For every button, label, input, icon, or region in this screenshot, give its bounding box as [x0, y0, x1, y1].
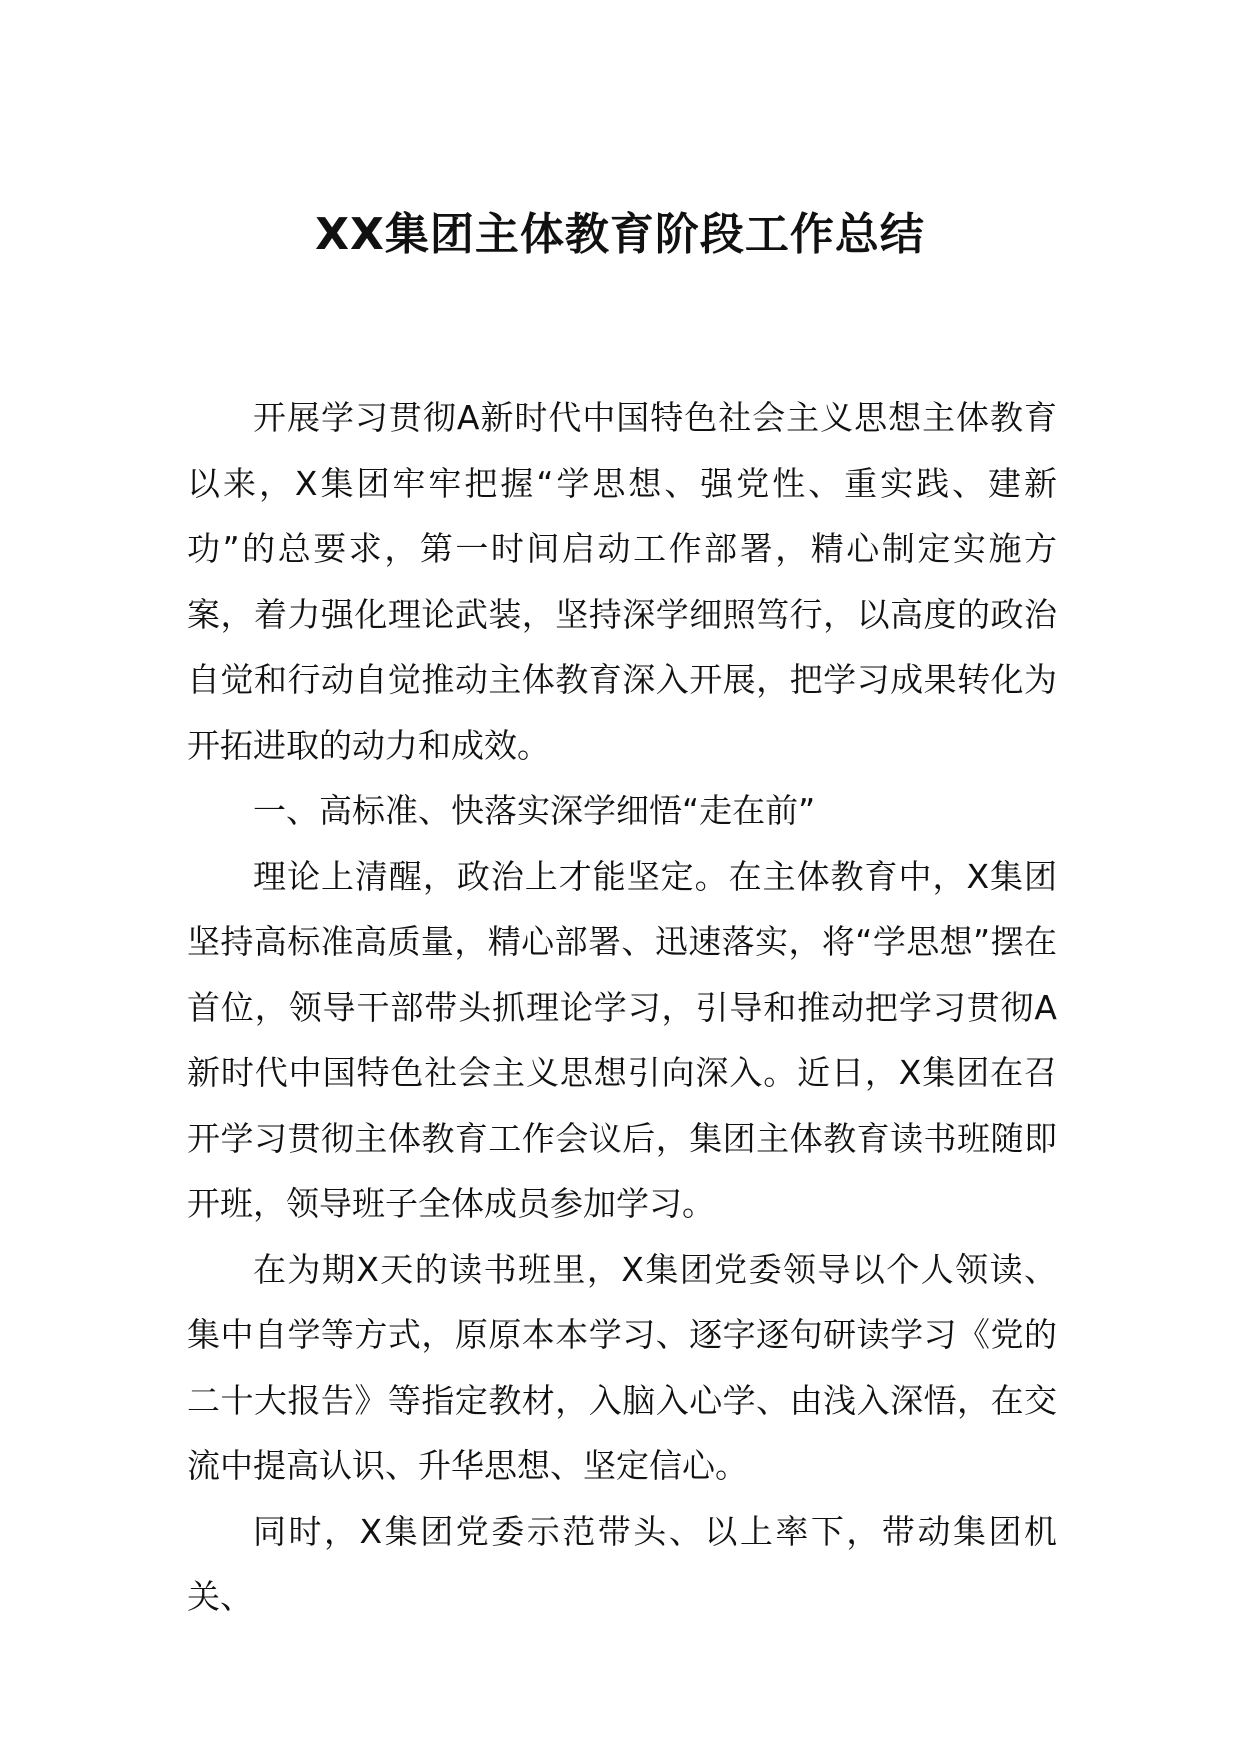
document-title: XX集团主体教育阶段工作总结: [315, 209, 925, 260]
body-paragraph: 在为期X天的读书班里，X集团党委领导以个人领读、集中自学等方式，原原本本学习、逐字逐句研读学习《党的二十大报告》等指定教材，入脑入心学、由浅入深悟，在交流中提高认识、升华思想、坚定信心。: [187, 1249, 1057, 1485]
intro-paragraph: 开展学习贯彻A新时代中国特色社会主义思想主体教育以来，X集团牢牢把握“学思想、强党性、重实践、建新功”的总要求，第一时间启动工作部署，精心制定实施方案，着力强化理论武装，坚持深学细照笃行，以高度的政治自觉和行动自觉推动主体教育深入开展，把学习成果转化为开拓进取的动力和成效。: [187, 398, 1057, 765]
body-paragraph: 同时，X集团党委示范带头、以上率下，带动集团机关、: [187, 1511, 1057, 1616]
document-body: [187, 385, 1057, 1630]
body-paragraph: 理论上清醒，政治上才能坚定。在主体教育中，X集团坚持高标准高质量，精心部署、迅速落实，将“学思想”摆在首位，领导干部带头抓理论学习，引导和推动把学习贯彻A新时代中国特色社会主义思想引向深入。近日，X集团在召开学习贯彻主体教育工作会议后，集团主体教育读书班随即开班，领导班子全体成员参加学习。: [187, 856, 1057, 1223]
section-heading-1: 一、高标准、快落实深学细悟“走在前”: [253, 791, 816, 830]
